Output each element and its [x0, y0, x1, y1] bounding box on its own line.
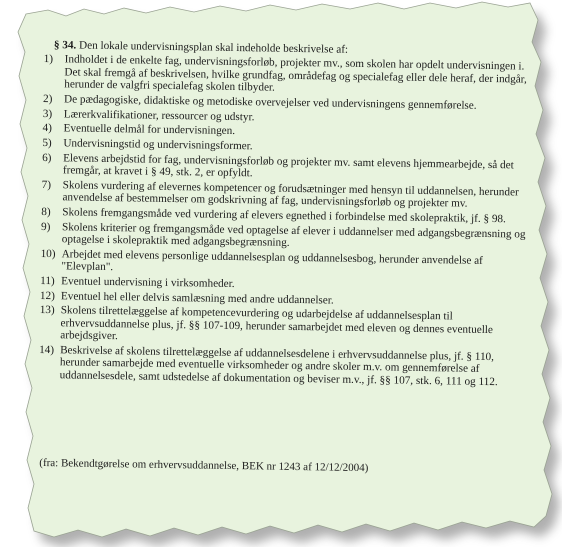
list-item — [43, 53, 530, 98]
law-excerpt — [39, 39, 530, 475]
item-number: 12) — [39, 289, 55, 302]
item-text: Arbejdet med elevens personlige uddannelsesplan og uddannelsesbog, herunder anvendelse af "Elevplan". — [61, 248, 483, 274]
item-text: Indholdet i de enkelte fag, undervisningsforløb, projekter mv., som skolen har opdelt undervisningen i. Det skal fremgå af beskrivelsen, hvilke grundfag, områdefag og specialefag eller dele heraf, der indgår, herunder de valgfri specialefag skolen tilbyder. — [64, 53, 527, 94]
item-text: Skolens vurdering af elevernes kompetencer og forudsætninger med hensyn til uddannelsen, herunder anvendelse af bestemmelser om godskrivning af fag, undervisningsforløb og projekter mv. — [62, 179, 519, 210]
item-text: Skolens tilrettelæggelse af kompetencevurdering og udarbejdelse af uddannelsesplan til erhvervsuddannelse plus, jf. §§ 107-109, herunder samarbejdet med eleven og dennes eventuelle arbejdsgiver. — [60, 304, 494, 343]
section-heading-text: Den lokale undervisningsplan skal indeholde beskrivelse af: — [78, 39, 349, 56]
section-number: § 34. — [53, 39, 77, 52]
source-citation: (fra: Bekendtgørelse om erhvervsuddannelse, BEK nr 1243 af 12/12/2004) — [39, 456, 369, 475]
item-text: Eventuel undervisning i virksomheder. — [61, 275, 235, 290]
item-number: 11) — [40, 274, 55, 288]
item-number: 13) — [39, 304, 55, 317]
item-number: 8) — [41, 205, 51, 219]
item-text: De pædagogiske, didaktiske og metodiske overvejelser ved undervisningens gennemførelse. — [63, 93, 477, 112]
list-item — [39, 304, 526, 349]
item-number: 10) — [40, 247, 56, 260]
item-number: 6) — [42, 151, 52, 164]
item-text: Eventuelle delmål for undervisningen. — [63, 122, 236, 138]
item-text: Beskrivelse af skolens tilrettelæggelse af uddannelsesdelene i erhvervsuddannelse plus, jf. § 110, herunder samarbejde med eventuelle virksomheder og andre skoler m.v. om gennemførelse af uddannelsesdele, samt udstedelse af dokumentation og beviser m.v., jf. §§ 107, stk. 6, 111 og 112. — [59, 344, 498, 388]
item-number: 5) — [42, 137, 52, 150]
item-text: Undervisningstid og undervisningsformer. — [63, 137, 253, 153]
item-number: 1) — [43, 53, 54, 66]
item-number: 7) — [41, 178, 52, 191]
item-text: Elevens arbejdstid for fag, undervisningsforløb og projekter mv. samt elevens hjemmearbejde, så det fremgår, at kravet i § 49, stk. 2, er opfyldt. — [62, 152, 514, 180]
provision-list — [39, 53, 530, 388]
item-number: 3) — [42, 107, 53, 120]
item-text: Lærerkvalifikationer, ressourcer og udstyr. — [63, 107, 255, 123]
item-number: 9) — [40, 220, 51, 233]
item-text: Skolens kriterier og fremgangsmåde ved optagelse af elever i uddannelser med adgangsbegrænsning og optagelse i skolepraktik med adgangsbegrænsning. — [61, 220, 526, 249]
list-item — [39, 344, 526, 389]
item-number: 14) — [39, 343, 55, 356]
item-text: Skolens fremgangsmåde ved vurdering af elevers egnethed i forbindelse med skolepraktik, jf. § 98. — [62, 206, 506, 226]
item-number: 4) — [42, 122, 53, 135]
item-number: 2) — [42, 92, 53, 106]
item-text: Eventuel hel eller delvis samlæsning med andre uddannelser. — [60, 289, 334, 307]
